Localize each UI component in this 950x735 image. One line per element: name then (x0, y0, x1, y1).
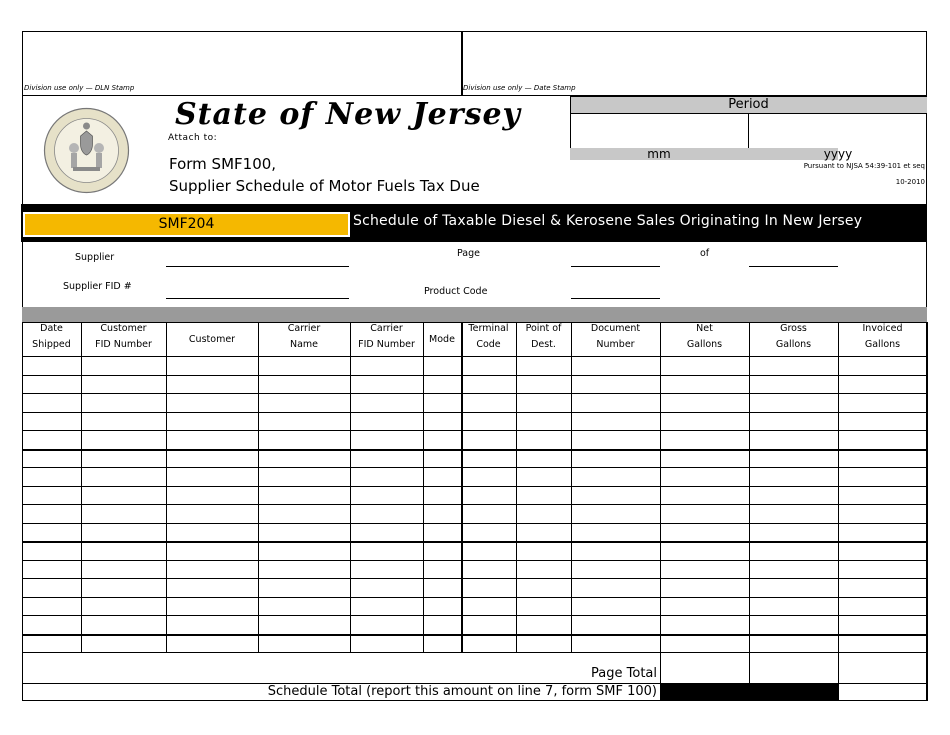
cell-point-of-dest[interactable] (517, 376, 571, 393)
cell-date-shipped[interactable] (23, 505, 81, 523)
cell-customer-fid[interactable] (82, 505, 166, 523)
cell-document-number[interactable] (572, 505, 660, 523)
cell-customer[interactable] (167, 635, 258, 652)
cell-carrier-fid[interactable] (351, 357, 423, 375)
cell-date-shipped[interactable] (23, 616, 81, 634)
cell-point-of-dest[interactable] (517, 561, 571, 578)
cell-net-gallons[interactable] (661, 376, 749, 393)
cell-terminal-code[interactable] (462, 450, 516, 467)
cell-date-shipped[interactable] (23, 579, 81, 597)
cell-carrier-fid[interactable] (351, 394, 423, 412)
cell-document-number[interactable] (572, 431, 660, 449)
cell-net-gallons[interactable] (661, 579, 749, 597)
cell-point-of-dest[interactable] (517, 542, 571, 560)
cell-carrier-name[interactable] (259, 394, 350, 412)
cell-date-shipped[interactable] (23, 394, 81, 412)
cell-carrier-fid[interactable] (351, 524, 423, 541)
cell-carrier-fid[interactable] (351, 561, 423, 578)
cell-point-of-dest[interactable] (517, 598, 571, 615)
cell-date-shipped[interactable] (23, 524, 81, 541)
cell-invoiced-gallons[interactable] (839, 376, 927, 393)
cell-terminal-code[interactable] (462, 357, 516, 375)
cell-terminal-code[interactable] (462, 394, 516, 412)
cell-point-of-dest[interactable] (517, 394, 571, 412)
cell-point-of-dest[interactable] (517, 616, 571, 634)
cell-carrier-name[interactable] (259, 598, 350, 615)
cell-gross-gallons[interactable] (750, 561, 838, 578)
cell-invoiced-gallons[interactable] (839, 357, 927, 375)
cell-customer[interactable] (167, 561, 258, 578)
cell-date-shipped[interactable] (23, 487, 81, 504)
cell-carrier-fid[interactable] (351, 542, 423, 560)
cell-carrier-fid[interactable] (351, 579, 423, 597)
cell-carrier-name[interactable] (259, 357, 350, 375)
cell-date-shipped[interactable] (23, 542, 81, 560)
cell-customer-fid[interactable] (82, 431, 166, 449)
cell-customer[interactable] (167, 598, 258, 615)
cell-customer[interactable] (167, 524, 258, 541)
cell-carrier-fid[interactable] (351, 598, 423, 615)
cell-carrier-name[interactable] (259, 450, 350, 467)
cell-customer-fid[interactable] (82, 487, 166, 504)
cell-customer[interactable] (167, 616, 258, 634)
cell-gross-gallons[interactable] (750, 579, 838, 597)
cell-mode[interactable] (424, 376, 461, 393)
cell-customer[interactable] (167, 431, 258, 449)
cell-mode[interactable] (424, 413, 461, 430)
cell-carrier-fid[interactable] (351, 505, 423, 523)
cell-carrier-fid[interactable] (351, 431, 423, 449)
cell-gross-gallons[interactable] (750, 542, 838, 560)
col-header-terminal-code: Terminal Code (468, 323, 509, 350)
cell-mode[interactable] (424, 579, 461, 597)
cell-gross-gallons[interactable] (750, 505, 838, 523)
cell-document-number[interactable] (572, 542, 660, 560)
cell-gross-gallons[interactable] (750, 524, 838, 541)
cell-customer[interactable] (167, 394, 258, 412)
cell-point-of-dest[interactable] (517, 505, 571, 523)
cell-customer[interactable] (167, 579, 258, 597)
cell-carrier-fid[interactable] (351, 413, 423, 430)
cell-carrier-name[interactable] (259, 616, 350, 634)
col-header-mode: Mode (429, 334, 455, 345)
schedule-title: Schedule of Taxable Diesel & Kerosene Sales Originating In New Jersey (353, 213, 863, 229)
cell-customer-fid[interactable] (82, 635, 166, 652)
cell-customer-fid[interactable] (82, 450, 166, 467)
cell-mode[interactable] (424, 635, 461, 652)
cell-net-gallons[interactable] (661, 468, 749, 486)
cell-point-of-dest[interactable] (517, 487, 571, 504)
cell-gross-gallons[interactable] (750, 598, 838, 615)
cell-customer[interactable] (167, 357, 258, 375)
form-reference-line2: Supplier Schedule of Motor Fuels Tax Due (169, 177, 480, 195)
cell-terminal-code[interactable] (462, 579, 516, 597)
cell-net-gallons[interactable] (661, 450, 749, 467)
cell-invoiced-gallons[interactable] (839, 579, 927, 597)
cell-customer-fid[interactable] (82, 413, 166, 430)
cell-document-number[interactable] (572, 394, 660, 412)
cell-terminal-code[interactable] (462, 542, 516, 560)
cell-mode[interactable] (424, 468, 461, 486)
cell-carrier-fid[interactable] (351, 450, 423, 467)
cell-mode[interactable] (424, 616, 461, 634)
cell-invoiced-gallons[interactable] (839, 561, 927, 578)
cell-invoiced-gallons[interactable] (839, 394, 927, 412)
supplier-label: Supplier (75, 252, 115, 263)
form-reference-line1: Form SMF100, (169, 155, 277, 173)
cell-gross-gallons[interactable] (750, 635, 838, 652)
cell-carrier-fid[interactable] (351, 487, 423, 504)
cell-customer-fid[interactable] (82, 524, 166, 541)
cell-net-gallons[interactable] (661, 413, 749, 430)
cell-point-of-dest[interactable] (517, 357, 571, 375)
col-header-customer-fid: Customer FID Number (95, 323, 152, 350)
schedule-total-invoiced-gallons[interactable] (839, 684, 927, 701)
cell-net-gallons[interactable] (661, 505, 749, 523)
cell-net-gallons[interactable] (661, 394, 749, 412)
cell-date-shipped[interactable] (23, 431, 81, 449)
cell-point-of-dest[interactable] (517, 635, 571, 652)
cell-terminal-code[interactable] (462, 413, 516, 430)
cell-mode[interactable] (424, 542, 461, 560)
cell-net-gallons[interactable] (661, 524, 749, 541)
cell-invoiced-gallons[interactable] (839, 487, 927, 504)
cell-customer[interactable] (167, 487, 258, 504)
cell-date-shipped[interactable] (23, 561, 81, 578)
cell-mode[interactable] (424, 505, 461, 523)
attach-to-label: Attach to: (168, 133, 218, 143)
cell-invoiced-gallons[interactable] (839, 413, 927, 430)
cell-gross-gallons[interactable] (750, 487, 838, 504)
cell-net-gallons[interactable] (661, 542, 749, 560)
cell-terminal-code[interactable] (462, 505, 516, 523)
schedule-total-label: Schedule Total (report this amount on line 7, form SMF 100) (267, 684, 657, 699)
cell-date-shipped[interactable] (23, 413, 81, 430)
cell-point-of-dest[interactable] (517, 468, 571, 486)
page-total-invoiced-gallons[interactable] (839, 665, 927, 683)
period-mm-label: mm (647, 147, 671, 161)
schedule-total-blackout (660, 683, 838, 701)
cell-date-shipped[interactable] (23, 468, 81, 486)
cell-gross-gallons[interactable] (750, 357, 838, 375)
cell-carrier-name[interactable] (259, 431, 350, 449)
cell-gross-gallons[interactable] (750, 394, 838, 412)
cell-terminal-code[interactable] (462, 524, 516, 541)
col-header-carrier-fid: Carrier FID Number (358, 323, 415, 350)
cell-customer[interactable] (167, 468, 258, 486)
cell-document-number[interactable] (572, 561, 660, 578)
cell-net-gallons[interactable] (661, 561, 749, 578)
cell-invoiced-gallons[interactable] (839, 598, 927, 615)
cell-document-number[interactable] (572, 450, 660, 467)
cell-gross-gallons[interactable] (750, 468, 838, 486)
cell-customer-fid[interactable] (82, 598, 166, 615)
cell-customer-fid[interactable] (82, 376, 166, 393)
cell-gross-gallons[interactable] (750, 450, 838, 467)
statute-reference: Pursuant to NJSA 54:39-101 et seq (803, 162, 925, 170)
cell-invoiced-gallons[interactable] (839, 524, 927, 541)
cell-terminal-code[interactable] (462, 616, 516, 634)
cell-customer[interactable] (167, 542, 258, 560)
cell-net-gallons[interactable] (661, 431, 749, 449)
col-header-date-shipped: Date Shipped (32, 323, 71, 350)
cell-net-gallons[interactable] (661, 598, 749, 615)
cell-terminal-code[interactable] (462, 376, 516, 393)
cell-terminal-code[interactable] (462, 487, 516, 504)
cell-point-of-dest[interactable] (517, 579, 571, 597)
cell-point-of-dest[interactable] (517, 431, 571, 449)
cell-document-number[interactable] (572, 616, 660, 634)
cell-point-of-dest[interactable] (517, 524, 571, 541)
date-stamp-label: Division use only — Date Stamp (463, 84, 576, 92)
cell-mode[interactable] (424, 357, 461, 375)
product-code-label: Product Code (424, 286, 488, 297)
cell-customer[interactable] (167, 505, 258, 523)
cell-customer-fid[interactable] (82, 561, 166, 578)
cell-carrier-name[interactable] (259, 635, 350, 652)
cell-mode[interactable] (424, 450, 461, 467)
cell-invoiced-gallons[interactable] (839, 431, 927, 449)
cell-point-of-dest[interactable] (517, 450, 571, 467)
cell-invoiced-gallons[interactable] (839, 468, 927, 486)
cell-customer[interactable] (167, 450, 258, 467)
cell-customer-fid[interactable] (82, 616, 166, 634)
of-label: of (700, 248, 710, 259)
cell-carrier-name[interactable] (259, 487, 350, 504)
cell-invoiced-gallons[interactable] (839, 505, 927, 523)
col-header-gross-gallons: Gross Gallons (775, 323, 812, 350)
cell-terminal-code[interactable] (462, 561, 516, 578)
cell-invoiced-gallons[interactable] (839, 450, 927, 467)
cell-mode[interactable] (424, 524, 461, 541)
cell-date-shipped[interactable] (23, 357, 81, 375)
cell-customer-fid[interactable] (82, 394, 166, 412)
cell-net-gallons[interactable] (661, 616, 749, 634)
cell-date-shipped[interactable] (23, 598, 81, 615)
cell-mode[interactable] (424, 394, 461, 412)
cell-invoiced-gallons[interactable] (839, 616, 927, 634)
cell-carrier-name[interactable] (259, 542, 350, 560)
supplier-fid-label: Supplier FID # (63, 281, 132, 292)
state-title: State of New Jersey (175, 97, 521, 132)
cell-document-number[interactable] (572, 487, 660, 504)
cell-net-gallons[interactable] (661, 635, 749, 652)
cell-document-number[interactable] (572, 635, 660, 652)
col-header-invoiced-gallons: Invoiced Gallons (862, 323, 903, 350)
period-label: Period (728, 97, 769, 112)
cell-carrier-fid[interactable] (351, 468, 423, 486)
cell-terminal-code[interactable] (462, 468, 516, 486)
page-total-gross-gallons[interactable] (750, 665, 838, 683)
cell-mode[interactable] (424, 431, 461, 449)
cell-carrier-name[interactable] (259, 524, 350, 541)
cell-customer-fid[interactable] (82, 579, 166, 597)
cell-date-shipped[interactable] (23, 376, 81, 393)
cell-document-number[interactable] (572, 357, 660, 375)
cell-carrier-name[interactable] (259, 579, 350, 597)
dln-stamp-label: Division use only — DLN Stamp (24, 84, 135, 92)
cell-carrier-fid[interactable] (351, 616, 423, 634)
cell-invoiced-gallons[interactable] (839, 542, 927, 560)
cell-gross-gallons[interactable] (750, 616, 838, 634)
cell-date-shipped[interactable] (23, 635, 81, 652)
page-label: Page (457, 248, 480, 259)
form-code: SMF204 (158, 216, 215, 232)
cell-terminal-code[interactable] (462, 431, 516, 449)
cell-gross-gallons[interactable] (750, 413, 838, 430)
col-header-net-gallons: Net Gallons (686, 323, 723, 350)
col-header-document-number: Document Number (590, 323, 641, 350)
page-total-label: Page Total (591, 666, 657, 681)
page-total-net-gallons[interactable] (661, 665, 749, 683)
cell-carrier-name[interactable] (259, 468, 350, 486)
cell-document-number[interactable] (572, 413, 660, 430)
cell-carrier-fid[interactable] (351, 376, 423, 393)
cell-carrier-name[interactable] (259, 413, 350, 430)
cell-document-number[interactable] (572, 468, 660, 486)
cell-carrier-name[interactable] (259, 561, 350, 578)
cell-customer-fid[interactable] (82, 542, 166, 560)
cell-mode[interactable] (424, 487, 461, 504)
cell-net-gallons[interactable] (661, 487, 749, 504)
cell-document-number[interactable] (572, 579, 660, 597)
cell-document-number[interactable] (572, 376, 660, 393)
col-header-point-of-dest: Point of Dest. (525, 323, 562, 350)
cell-gross-gallons[interactable] (750, 376, 838, 393)
cell-customer[interactable] (167, 413, 258, 430)
cell-date-shipped[interactable] (23, 450, 81, 467)
cell-customer-fid[interactable] (82, 468, 166, 486)
cell-customer-fid[interactable] (82, 357, 166, 375)
cell-document-number[interactable] (572, 598, 660, 615)
cell-point-of-dest[interactable] (517, 413, 571, 430)
cell-terminal-code[interactable] (462, 598, 516, 615)
cell-gross-gallons[interactable] (750, 431, 838, 449)
cell-net-gallons[interactable] (661, 357, 749, 375)
cell-customer[interactable] (167, 376, 258, 393)
col-header-customer: Customer (188, 334, 236, 345)
cell-carrier-name[interactable] (259, 376, 350, 393)
cell-carrier-name[interactable] (259, 505, 350, 523)
cell-invoiced-gallons[interactable] (839, 635, 927, 652)
cell-mode[interactable] (424, 598, 461, 615)
cell-document-number[interactable] (572, 524, 660, 541)
period-yyyy-label: yyyy (823, 147, 853, 161)
cell-terminal-code[interactable] (462, 635, 516, 652)
revision-date: 10-2010 (895, 178, 925, 186)
col-header-carrier-name: Carrier Name (287, 323, 321, 350)
cell-mode[interactable] (424, 561, 461, 578)
cell-carrier-fid[interactable] (351, 635, 423, 652)
